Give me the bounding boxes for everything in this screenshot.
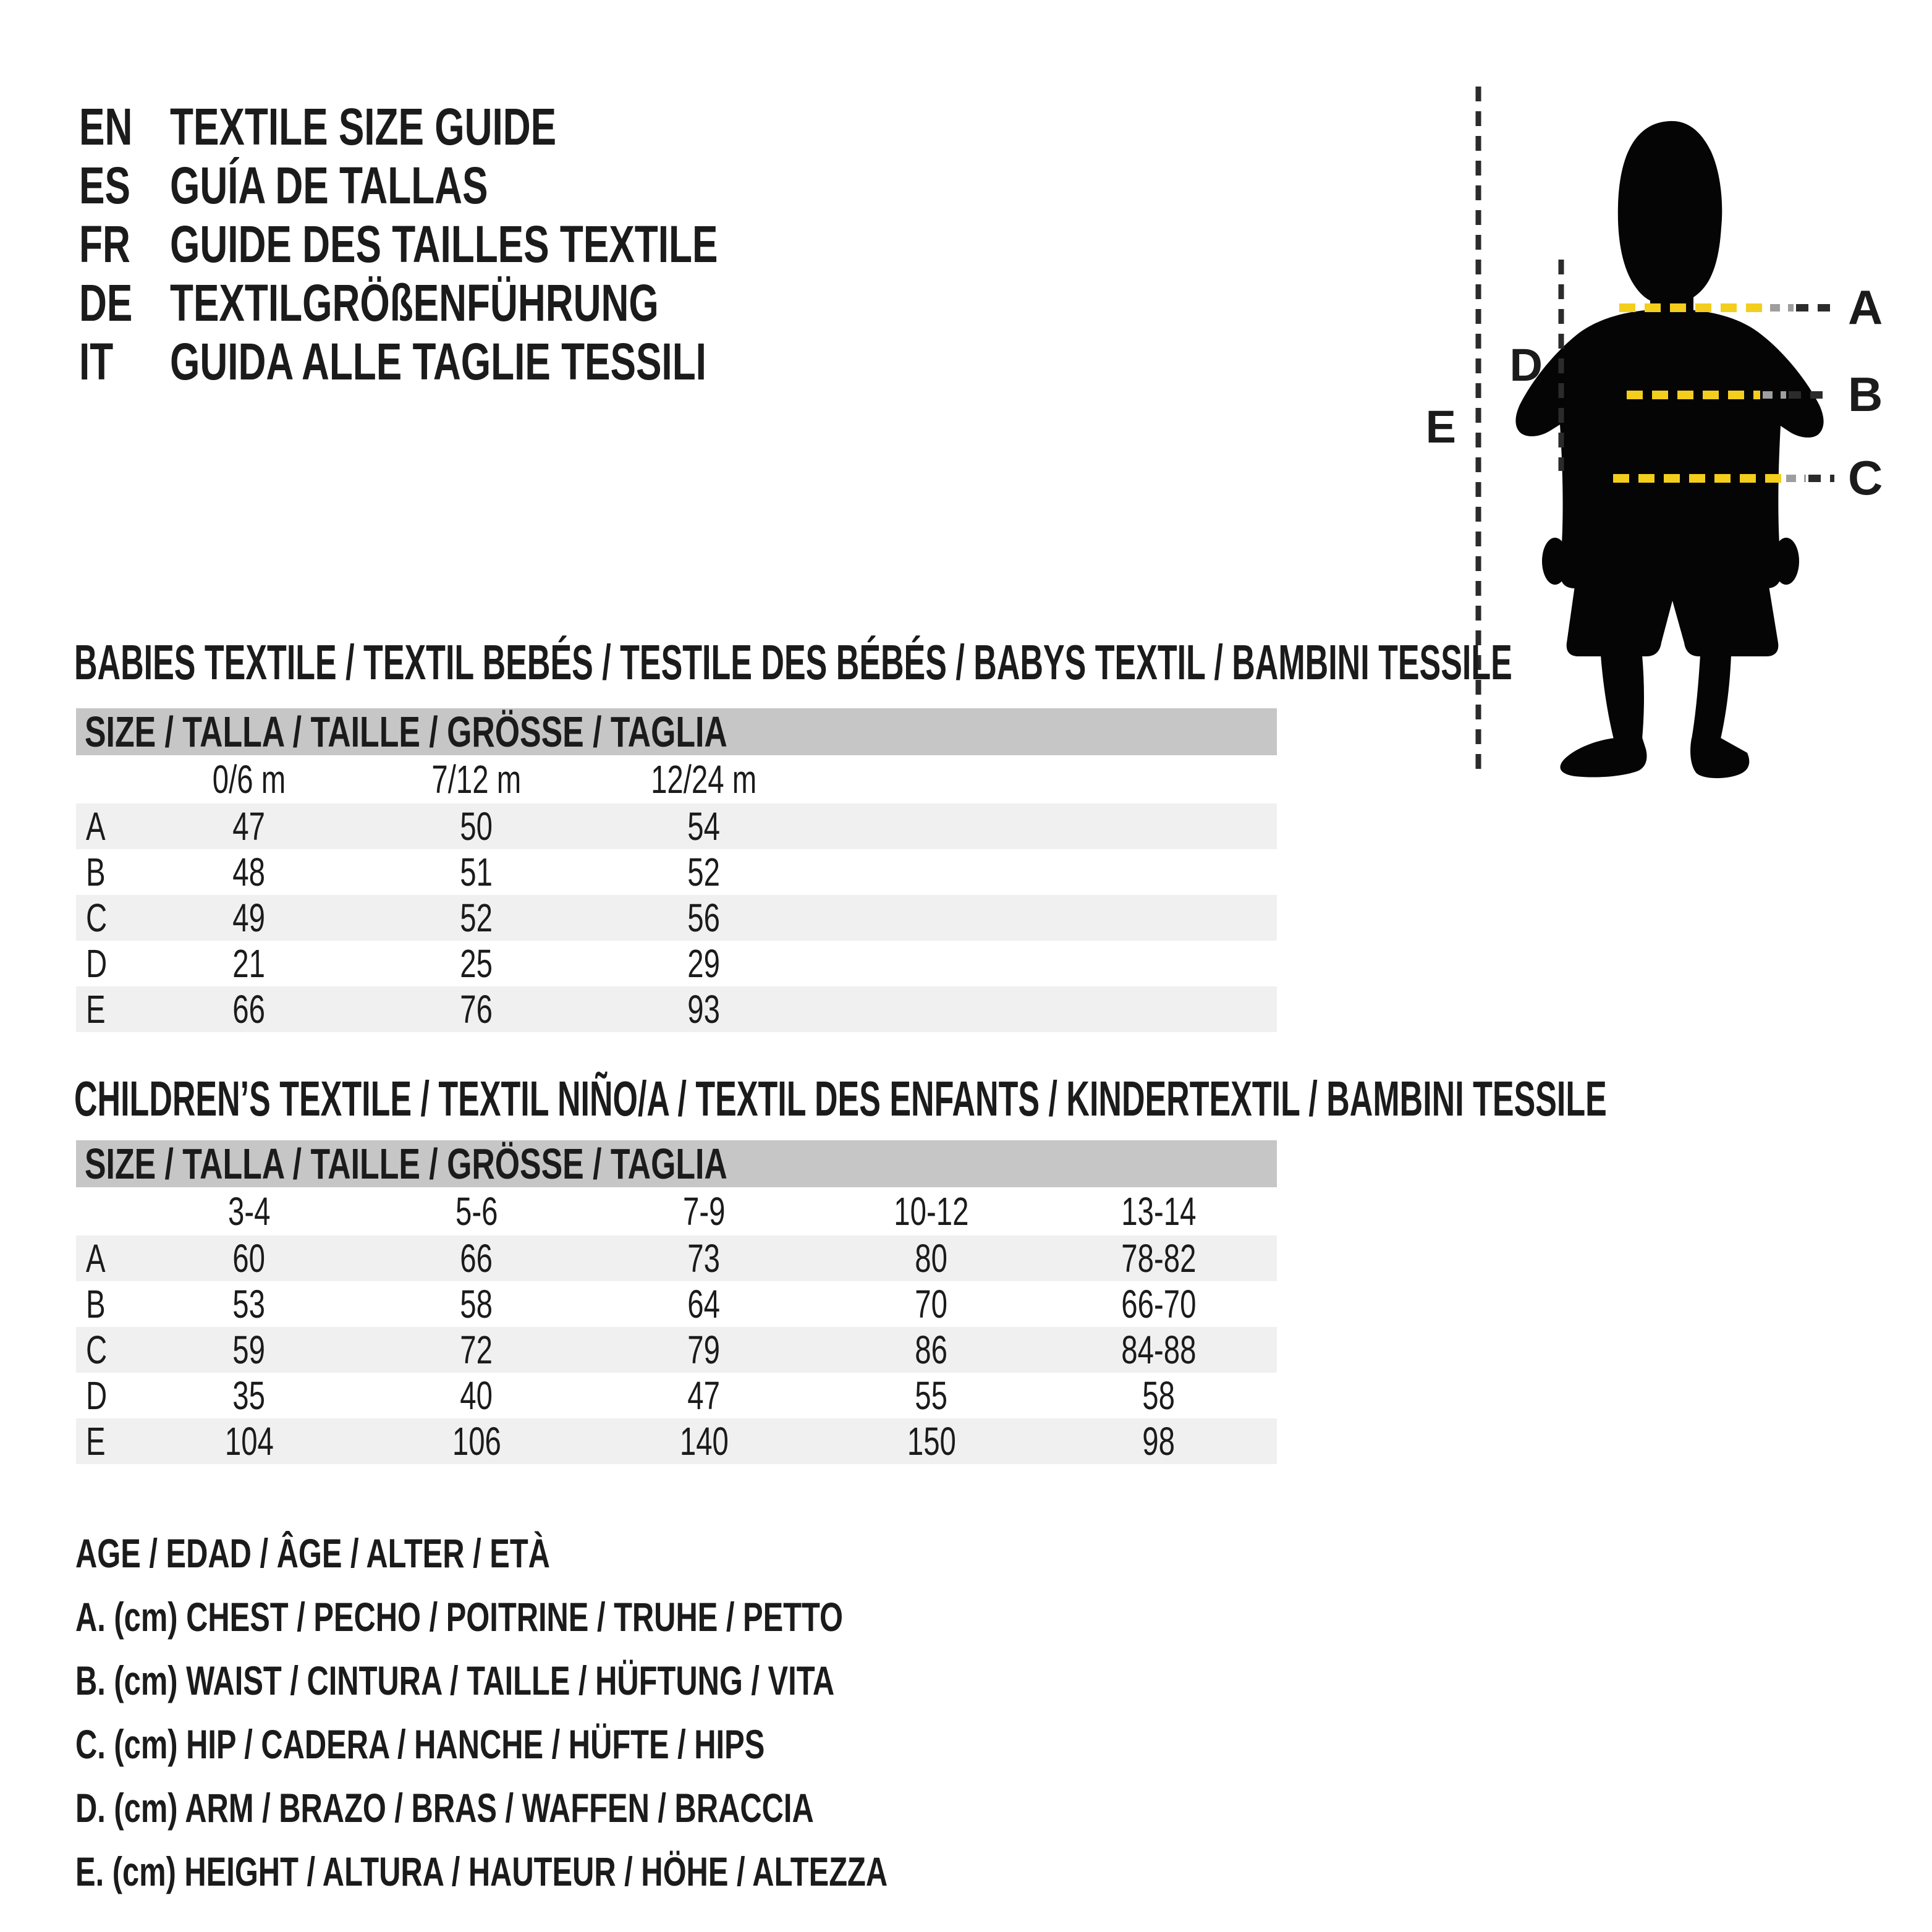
cell-text: 48 xyxy=(232,850,266,894)
lang-title xyxy=(170,156,600,216)
column-header-text: 0/6 m xyxy=(212,757,286,802)
legend-line-age xyxy=(75,1522,1173,1585)
lang-row-es xyxy=(79,156,910,215)
column-header xyxy=(590,756,818,802)
cell-text: 47 xyxy=(232,804,266,849)
cell-text: 104 xyxy=(224,1419,274,1464)
table-cell xyxy=(590,803,818,849)
column-header-text: 12/24 m xyxy=(651,757,757,802)
cell-text: 51 xyxy=(460,850,493,894)
cell-text: 84-88 xyxy=(1121,1328,1197,1372)
cell-text: 70 xyxy=(915,1282,948,1326)
table-row xyxy=(76,986,1277,1032)
table-row xyxy=(76,1235,1277,1281)
table-cell xyxy=(363,849,590,895)
table-cell xyxy=(590,986,818,1032)
legend-text: B. (cm) WAIST / CINTURA / TAILLE / HÜFTUNG / VITA xyxy=(75,1658,835,1703)
table-cell xyxy=(135,1418,363,1464)
table-cell xyxy=(818,1235,1045,1281)
cell-text: 79 xyxy=(687,1328,721,1372)
cell-text: 40 xyxy=(460,1373,493,1418)
table-cell xyxy=(363,1418,590,1464)
row-label-text: C xyxy=(86,896,108,940)
column-header xyxy=(363,1188,590,1234)
silhouette-left-shoe xyxy=(1561,735,1647,777)
table-cell xyxy=(818,1327,1045,1373)
cell-text: 52 xyxy=(687,850,721,894)
legend-text: E. (cm) HEIGHT / ALTURA / HAUTEUR / HÖHE / ALTEZZA xyxy=(75,1849,888,1894)
cell-text: 60 xyxy=(232,1236,266,1281)
children-table-header-text: SIZE / TALLA / TAILLE / GRÖSSE / TAGLIA xyxy=(85,1140,727,1188)
children-table-header-bar xyxy=(76,1140,1277,1187)
cell-text: 66-70 xyxy=(1121,1282,1197,1326)
cell-text: 53 xyxy=(232,1282,266,1326)
table-cell xyxy=(1045,1418,1273,1464)
column-header-text: 7-9 xyxy=(682,1189,726,1234)
table-cell xyxy=(1045,1281,1273,1327)
row-label xyxy=(76,941,135,986)
legend-line-chest xyxy=(75,1585,1173,1649)
lang-title xyxy=(170,273,831,333)
children-section-title xyxy=(74,1071,1932,1126)
cell-text: 72 xyxy=(460,1328,493,1372)
table-cell xyxy=(135,803,363,849)
table-cell xyxy=(363,941,590,986)
table-cell xyxy=(135,1373,363,1418)
row-label xyxy=(76,1235,135,1281)
table-row xyxy=(76,1418,1277,1464)
row-label-text: E xyxy=(86,1419,106,1464)
row-label-text: B xyxy=(86,1282,106,1326)
row-label-text: D xyxy=(86,1373,108,1418)
table-row xyxy=(76,803,1277,849)
column-header xyxy=(1045,1188,1273,1234)
babies-table-header-text: SIZE / TALLA / TAILLE / GRÖSSE / TAGLIA xyxy=(85,708,727,756)
cell-text: 66 xyxy=(460,1236,493,1281)
row-label xyxy=(76,895,135,941)
table-cell xyxy=(818,1373,1045,1418)
cell-text: 86 xyxy=(915,1328,948,1372)
table-cell xyxy=(135,849,363,895)
table-row xyxy=(76,1327,1277,1373)
row-label-text: A xyxy=(86,1236,106,1281)
lang-title xyxy=(170,332,895,392)
table-cell xyxy=(135,895,363,941)
figure-label-d: D xyxy=(1509,339,1543,391)
table-cell xyxy=(363,986,590,1032)
row-label-text: C xyxy=(86,1328,108,1372)
table-cell xyxy=(590,1418,818,1464)
cell-text: 76 xyxy=(460,987,493,1032)
lang-code-text: ES xyxy=(79,156,130,214)
table-cell xyxy=(818,1281,1045,1327)
lang-title-text: GUÍA DE TALLAS xyxy=(170,156,488,214)
row-label xyxy=(76,1418,135,1464)
cell-text: 73 xyxy=(687,1236,721,1281)
table-cell xyxy=(363,1373,590,1418)
lang-title-text: GUIDA ALLE TAGLIE TESSILI xyxy=(170,333,706,391)
table-cell xyxy=(135,1235,363,1281)
lang-code-text: DE xyxy=(79,274,133,332)
table-cell xyxy=(363,1235,590,1281)
lang-row-de xyxy=(79,274,910,333)
legend-text: C. (cm) HIP / CADERA / HANCHE / HÜFTE / HIPS xyxy=(75,1721,765,1767)
table-cell xyxy=(1045,1327,1273,1373)
table-cell xyxy=(363,1327,590,1373)
cell-text: 58 xyxy=(1142,1373,1176,1418)
figure-label-a: A xyxy=(1848,280,1883,334)
lang-code xyxy=(79,156,170,216)
silhouette-right-shoe xyxy=(1690,738,1749,778)
silhouette-head xyxy=(1618,121,1722,305)
table-cell xyxy=(590,895,818,941)
table-cell xyxy=(363,895,590,941)
table-cell xyxy=(590,1327,818,1373)
table-cell xyxy=(590,849,818,895)
table-cell xyxy=(363,803,590,849)
lang-code xyxy=(79,214,170,274)
table-row xyxy=(76,1373,1277,1418)
lang-title xyxy=(170,214,910,274)
column-header-text: 10-12 xyxy=(894,1189,969,1234)
cell-text: 93 xyxy=(687,987,721,1032)
cell-text: 78-82 xyxy=(1121,1236,1197,1281)
cell-text: 98 xyxy=(1142,1419,1176,1464)
babies-section-title xyxy=(74,635,1932,690)
lang-code xyxy=(79,273,170,333)
table-cell xyxy=(363,1281,590,1327)
cell-text: 106 xyxy=(452,1419,501,1464)
lang-title xyxy=(170,97,692,157)
row-label xyxy=(76,1327,135,1373)
silhouette-left-hand xyxy=(1542,538,1568,585)
cell-text: 59 xyxy=(232,1328,266,1372)
table-cell xyxy=(590,1281,818,1327)
cell-text: 29 xyxy=(687,941,721,986)
legend-text: A. (cm) CHEST / PECHO / POITRINE / TRUHE / PETTO xyxy=(75,1594,843,1640)
cell-text: 140 xyxy=(679,1419,729,1464)
cell-text: 150 xyxy=(907,1419,956,1464)
lang-code-text: IT xyxy=(79,333,114,391)
row-label-text: D xyxy=(86,941,108,986)
row-label xyxy=(76,1373,135,1418)
cell-text: 54 xyxy=(687,804,721,849)
language-title-list xyxy=(79,98,910,391)
children-section-title-text: CHILDREN’S TEXTILE / TEXTIL NIÑO/A / TEXTIL DES ENFANTS / KINDERTEXTIL / BAMBINI TESSILE xyxy=(74,1071,1607,1126)
cell-text: 50 xyxy=(460,804,493,849)
row-label xyxy=(76,849,135,895)
table-cell xyxy=(590,1235,818,1281)
column-header-text: 7/12 m xyxy=(431,757,522,802)
children-size-table xyxy=(76,1140,1277,1464)
row-label xyxy=(76,803,135,849)
column-header xyxy=(818,1188,1045,1234)
legend-line-height xyxy=(75,1840,1173,1904)
table-row xyxy=(76,849,1277,895)
measurement-figure xyxy=(1360,68,1932,803)
children-column-header-row xyxy=(76,1187,1277,1235)
babies-table-header-bar xyxy=(76,708,1277,755)
cell-text: 58 xyxy=(460,1282,493,1326)
column-header xyxy=(135,1188,363,1234)
row-label xyxy=(76,1281,135,1327)
legend-line-hip xyxy=(75,1713,1173,1776)
figure-label-b: B xyxy=(1848,367,1883,422)
row-label-text: B xyxy=(86,850,106,894)
table-row xyxy=(76,1281,1277,1327)
lang-row-fr xyxy=(79,215,910,274)
table-cell xyxy=(1045,1235,1273,1281)
cell-text: 21 xyxy=(232,941,266,986)
lang-row-en xyxy=(79,98,910,156)
cell-text: 66 xyxy=(232,987,266,1032)
column-header-text: 5-6 xyxy=(455,1189,498,1234)
figure-label-e: E xyxy=(1425,401,1456,452)
column-header xyxy=(363,756,590,802)
cell-text: 64 xyxy=(687,1282,721,1326)
table-cell xyxy=(1045,1373,1273,1418)
table-row xyxy=(76,941,1277,986)
lang-title-text: TEXTILE SIZE GUIDE xyxy=(170,98,557,156)
lang-code xyxy=(79,97,170,157)
lang-code-text: EN xyxy=(79,98,133,156)
table-cell xyxy=(135,1281,363,1327)
legend-line-arm xyxy=(75,1776,1173,1840)
cell-text: 55 xyxy=(915,1373,948,1418)
babies-section-title-text: BABIES TEXTILE / TEXTIL BEBÉS / TESTILE DES BÉBÉS / BABYS TEXTIL / BAMBINI TESSILE xyxy=(74,635,1512,690)
column-header-text: 13-14 xyxy=(1121,1189,1197,1234)
cell-text: 47 xyxy=(687,1373,721,1418)
table-cell xyxy=(135,941,363,986)
lang-code xyxy=(79,332,170,392)
table-cell xyxy=(135,1327,363,1373)
lang-row-it xyxy=(79,333,910,391)
lang-title-text: TEXTILGRÖßENFÜHRUNG xyxy=(170,274,659,332)
cell-text: 25 xyxy=(460,941,493,986)
legend-text: AGE / EDAD / ÂGE / ALTER / ETÀ xyxy=(75,1530,550,1576)
figure-label-c: C xyxy=(1848,451,1883,505)
table-cell xyxy=(590,941,818,986)
cell-text: 80 xyxy=(915,1236,948,1281)
cell-text: 49 xyxy=(232,896,266,940)
table-cell xyxy=(590,1373,818,1418)
column-header-text: 3-4 xyxy=(227,1189,271,1234)
babies-size-table xyxy=(76,708,1277,1032)
silhouette-right-hand xyxy=(1773,538,1799,585)
cell-text: 52 xyxy=(460,896,493,940)
measurement-legend xyxy=(75,1522,1173,1904)
table-cell xyxy=(135,986,363,1032)
row-label xyxy=(76,986,135,1032)
babies-column-header-row xyxy=(76,755,1277,803)
row-label-text: A xyxy=(86,804,106,849)
column-header xyxy=(590,1188,818,1234)
cell-text: 35 xyxy=(232,1373,266,1418)
table-row xyxy=(76,895,1277,941)
column-header xyxy=(135,756,363,802)
lang-title-text: GUIDE DES TAILLES TEXTILE xyxy=(170,215,718,273)
table-cell xyxy=(818,1418,1045,1464)
lang-code-text: FR xyxy=(79,215,130,273)
legend-line-waist xyxy=(75,1649,1173,1713)
cell-text: 56 xyxy=(687,896,721,940)
legend-text: D. (cm) ARM / BRAZO / BRAS / WAFFEN / BRACCIA xyxy=(75,1785,814,1831)
row-label-text: E xyxy=(86,987,106,1032)
